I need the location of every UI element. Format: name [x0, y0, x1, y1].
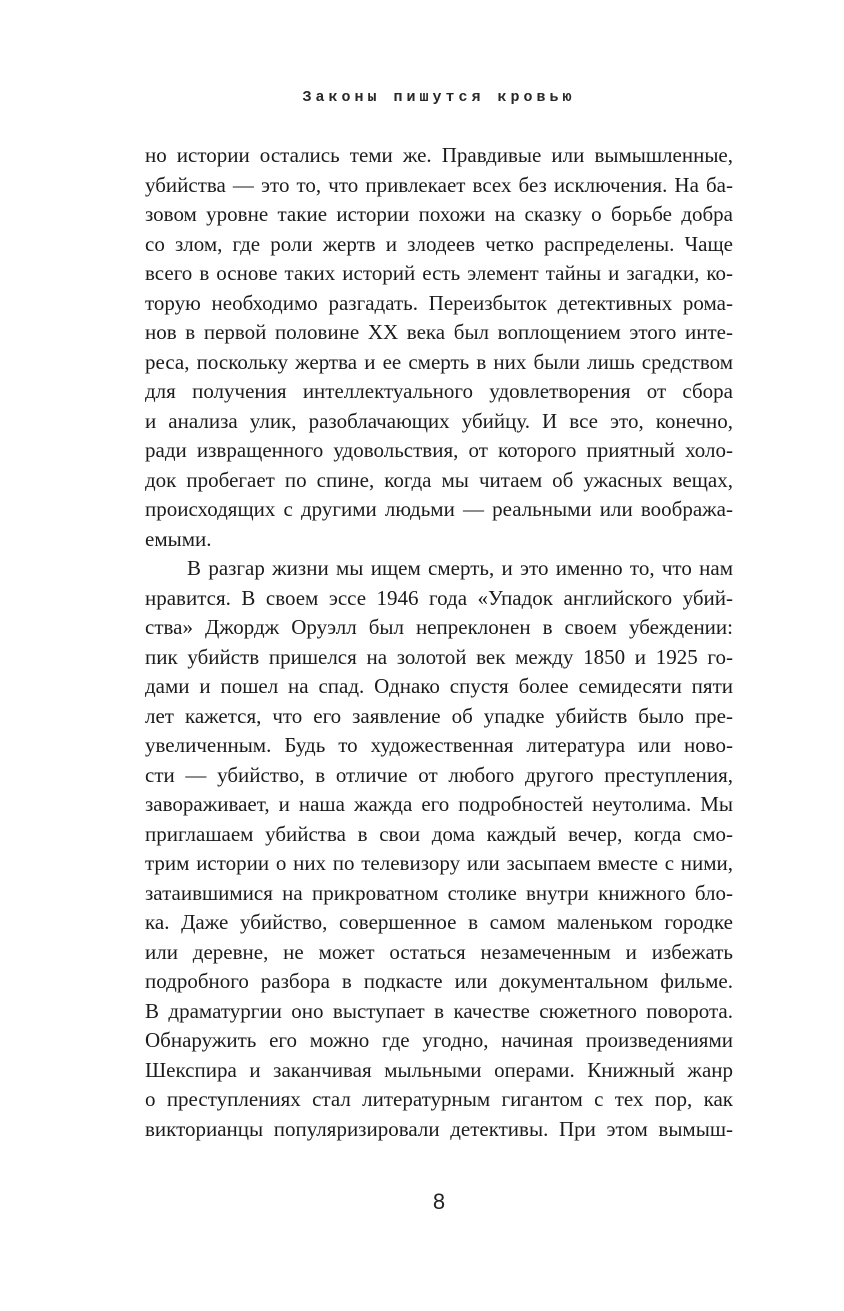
text-line: док пробегает по спине, когда мы читаем об ужасных вещах,	[145, 467, 733, 492]
text-line: емыми.	[145, 526, 212, 551]
text-line: ради извращенного удовольствия, от которого приятный холо-	[145, 438, 733, 462]
text-line: сти — убийство, в отличие от любого другого преступления,	[145, 762, 733, 787]
text-line: В драматургии оно выступает в качестве сюжетного поворота.	[145, 998, 733, 1023]
text-block	[145, 141, 733, 1144]
page-number: 8	[432, 1189, 446, 1214]
text-line: происходящих с другими людьми — реальными или вообража-	[145, 497, 733, 521]
text-line: для получения интеллектуального удовлетворения от сбора	[145, 379, 733, 403]
text-line: торую необходимо разгадать. Переизбыток детективных рома-	[145, 290, 733, 315]
text-line: ства» Джордж Оруэлл был непреклонен в своем убеждении:	[145, 615, 733, 639]
text-line: всего в основе таких историй есть элемент тайны и загадки, ко-	[145, 261, 733, 285]
text-line: лет кажется, что его заявление об упадке убийств было пре-	[145, 703, 733, 728]
text-line: реса, поскольку жертва и ее смерть в них были лишь средством	[145, 349, 733, 374]
text-line: или деревне, не может остаться незамеченным и избежать	[145, 939, 733, 964]
text-line: Шекспира и заканчивая мыльными операми. Книжный жанр	[145, 1057, 733, 1082]
text-line: со злом, где роли жертв и злодеев четко распределены. Чаще	[145, 231, 733, 256]
text-line: приглашаем убийства в свои дома каждый вечер, когда смо-	[145, 821, 733, 846]
text-line: и анализа улик, разоблачающих убийцу. И все это, конечно,	[145, 408, 733, 433]
text-line: зовом уровне такие истории похожи на сказку о борьбе добра	[145, 202, 733, 226]
text-line: пик убийств пришелся на золотой век между 1850 и 1925 го-	[145, 644, 733, 669]
text-line: нов в первой половине XX века был воплощением этого инте-	[145, 320, 733, 344]
text-line: затаившимися на прикроватном столике внутри книжного бло-	[145, 880, 733, 905]
text-line: увеличенным. Будь то художественная литература или ново-	[145, 733, 733, 757]
running-header: Законы пишутся кровью	[302, 89, 576, 106]
text-line: завораживает, и наша жажда его подробностей неутолима. Мы	[145, 792, 733, 816]
paragraph	[145, 141, 733, 554]
text-line: но истории остались теми же. Правдивые или вымышленные,	[145, 143, 733, 167]
text-line: подробного разбора в подкасте или документальном фильме.	[145, 969, 733, 993]
text-line: викторианцы популяризировали детективы. При этом вымыш-	[145, 1116, 733, 1141]
text-line: о преступлениях стал литературным гигантом с тех пор, как	[145, 1087, 733, 1111]
paragraph	[145, 554, 733, 1144]
text-line: нравится. В своем эссе 1946 года «Упадок английского убий-	[145, 585, 733, 610]
text-line: трим истории о них по телевизору или засыпаем вместе с ними,	[145, 851, 733, 875]
text-line: убийства — это то, что привлекает всех без исключения. На ба-	[145, 172, 733, 197]
text-line: дами и пошел на спад. Однако спустя более семидесяти пяти	[145, 674, 733, 698]
text-line: ка. Даже убийство, совершенное в самом маленьком городке	[145, 910, 733, 934]
text-line: В разгар жизни мы ищем смерть, и это именно то, что нам	[187, 556, 733, 580]
text-line: Обнаружить его можно где угодно, начиная произведениями	[145, 1028, 733, 1052]
